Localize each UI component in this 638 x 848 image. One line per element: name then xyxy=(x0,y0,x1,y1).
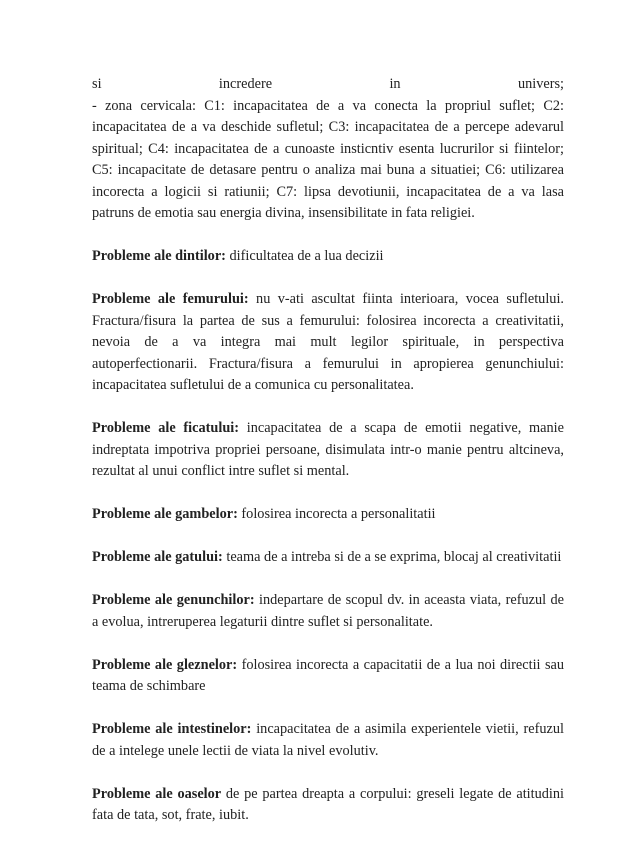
entry-intestines xyxy=(92,719,564,762)
entry-text: teama de a intreba si de a se exprima, blocaj al creativitatii xyxy=(222,549,562,565)
document-page xyxy=(92,74,564,848)
entry-term: Probleme ale gambelor: xyxy=(92,506,238,522)
entry-term: Probleme ale ficatului: xyxy=(92,420,240,436)
cervical-zone-text: - zona cervicala: C1: incapacitatea de a va conecta la propriul suflet; C2: incapacitatea de a va deschide sufletul; C3: incapacitatea de a percepe adevarul spiritual; C4: incapacitatea de a cunoaste insticntiv esenta lucrurilor si fiintelor; C5: incapacitate de detasare pentru o analiza mai buna a situatiei; C6: utilizarea incorecta a logicii si ratiunii; C7: lipsa devotiunii, incapacitatea de a va lasa patruns de emotia sau energia divina, insensibilitate in fata religiei. xyxy=(92,97,564,221)
entry-term: Probleme ale genunchilor: xyxy=(92,592,255,608)
spread-word: si xyxy=(92,76,102,92)
entry-term: Probleme ale intestinelor: xyxy=(92,721,252,737)
entry-bones xyxy=(92,784,564,827)
entry-calves xyxy=(92,504,564,526)
entry-throat xyxy=(92,547,564,569)
entry-text: dificultatea de a lua decizii xyxy=(225,248,384,264)
spread-word: incredere xyxy=(218,76,273,92)
entry-knees xyxy=(92,590,564,633)
entry-text: de pe partea dreapta a corpului: greseli legate de atitudini fata de tata, sot, frate, iubit. xyxy=(92,785,564,823)
entry-text: indepartare de scopul dv. in aceasta viata, refuzul de a evolua, intreruperea legaturii dintre suflet si personalitate. xyxy=(92,592,564,630)
entry-term: Probleme ale oaselor xyxy=(92,785,222,802)
entry-text: folosirea incorecta a personalitatii xyxy=(237,506,436,522)
entry-text: incapacitatea de a scapa de emotii negative, manie indreptata impotriva propriei persoane, disimulata intr-o manie pentru altcineva, rezultat al unui conflict intre suflet si mental. xyxy=(92,420,564,479)
entry-term: Probleme ale femurului: xyxy=(92,291,249,307)
entry-text: incapacitatea de a asimila experientele vietii, refuzul de a intelege unele lectii de viata la nivel evolutiv. xyxy=(92,721,564,759)
entry-text: folosirea incorecta a capacitatii de a lua noi directii sau teama de schimbare xyxy=(92,656,564,694)
spread-word: in xyxy=(389,76,401,92)
spread-line xyxy=(92,74,564,96)
entry-femur xyxy=(92,289,564,397)
entry-term: Probleme ale gatului: xyxy=(92,549,223,565)
entry-term: Probleme ale gleznelor: xyxy=(92,656,238,673)
entry-ankles xyxy=(92,655,564,698)
entry-liver xyxy=(92,418,564,483)
entry-teeth xyxy=(92,246,564,268)
entry-term: Probleme ale dintilor: xyxy=(92,248,226,264)
entry-text: nu v-ati ascultat fiinta interioara, vocea sufletului. Fractura/fisura la partea de sus a femurului: folosirea incorecta a creativitatii, nevoia de a va integra mai mult legilor spirituale, in perspectiva autoperfectionarii. Fractura/fisura a femurului in apropierea genunchiului: incapacitatea sufletului de a comunica cu personalitatea. xyxy=(92,291,564,393)
spread-word: univers; xyxy=(517,76,564,92)
intro-paragraph xyxy=(92,74,564,225)
